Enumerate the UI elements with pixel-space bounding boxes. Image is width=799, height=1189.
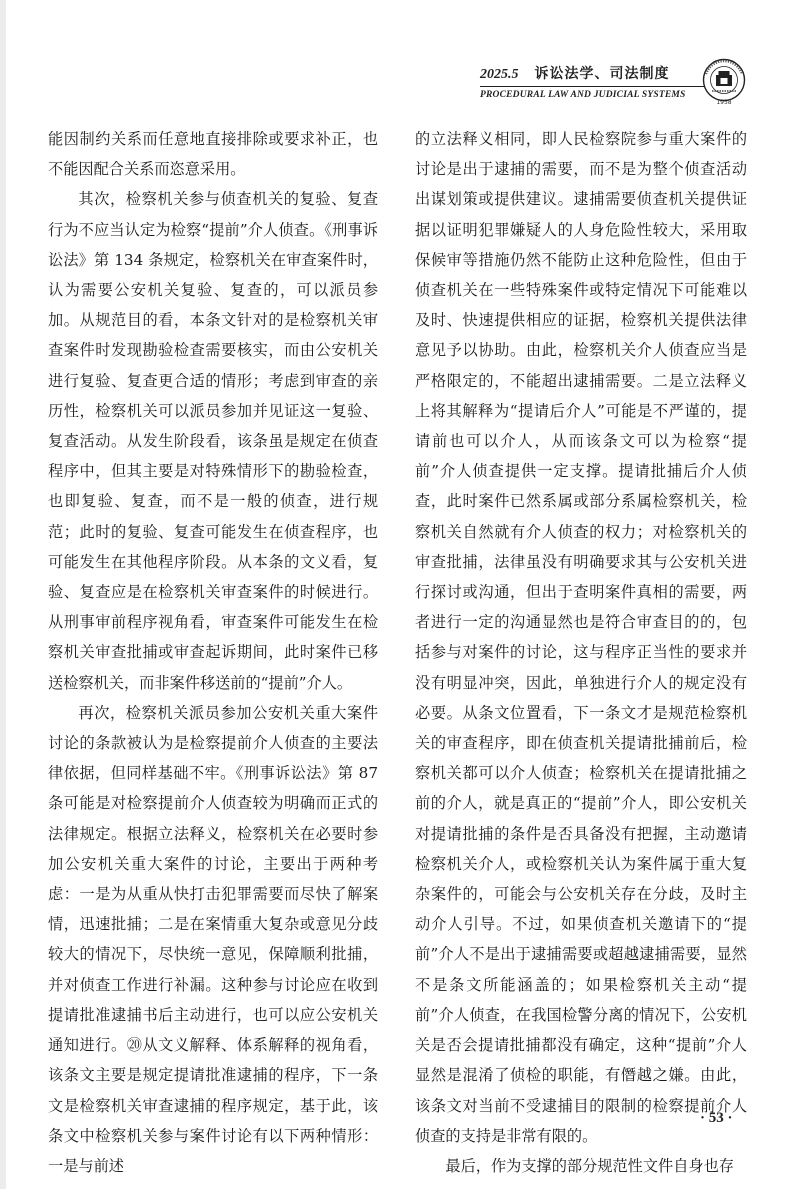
left-column <box>48 124 378 1181</box>
running-header <box>480 65 705 102</box>
body-paragraph: 再次，检察机关派员参加公安机关重大案件讨论的条款被认为是检察提前介人侦查的主要法律依据，但同样基础不牢。《刑事诉讼法》第 87 条可能是对检察提前介人侦查较为明确而正式的法律规定。根据立法释义，检察机关在必要时参加公安机关重大案件的讨论，主要出于两种考虑：一是为从重从快打击犯罪需要而尽快了解案情，迅速批捕；二是在案情重大复杂或意见分歧较大的情况下，尽快统一意见，保障顺利批捕，并对侦查工作进行补漏。这种参与讨论应在收到提请批准逮捕书后主动进行，也可以应公安机关通知进行。⑳从文义解释、体系解释的视角看，该条文主要是规定提请批准逮捕的程序，下一条文是检察机关审查逮捕的程序规定，基于此，该条文中检察机关参与案件讨论有以下两种情形：一是与前述 <box>48 703 378 1175</box>
journal-english-name: PROCEDURAL LAW AND JUDICIAL SYSTEMS <box>480 90 686 100</box>
page-number: · 53 · <box>700 1110 733 1126</box>
header-rule <box>480 86 705 87</box>
header-title-line <box>480 65 705 84</box>
section-title: 诉讼法学、司法制度 <box>534 66 670 82</box>
body-paragraph: 最后，作为支撑的部分规范性文件自身也存 <box>445 1156 734 1175</box>
right-column <box>415 124 747 1181</box>
body-paragraph: 其次，检察机关参与侦查机关的复验、复查行为不应当认定为检察“提前”介人侦查。《刑事诉讼法》第 134 条规定，检察机关在审查案件时，认为需要公安机关复验、复查的，可以派员参加。从规范目的看，本条文针对的是检察机关审查案件时发现勘验检查需要核实，而由公安机关进行复验、复查更合适的情形；考虑到审查的亲历性，检察机关可以派员参加并见证这一复验、复查活动。从发生阶段看，该条虽是规定在侦查程序中，但其主要是对特殊情形下的勘验检查，也即复验、复查，而不是一般的侦查，进行规范；此时的复验、复查可能发生在侦查程序，也可能发生在其他程序阶段。从本条的文义看，复验、复查应是在检察机关审查案件的时候进行。从刑事审前程序视角看，审查案件可能发生在检察机关审查批捕或审查起诉期间，此时案件已移送检察机关，而非案件移送前的“提前”介人。 <box>48 190 378 692</box>
body-paragraph: 的立法释义相同，即人民检察院参与重大案件的讨论是出于逮捕的需要，而不是为整个侦查活动出谋划策或提供建议。逮捕需要侦查机关提供证据以证明犯罪嫌疑人的人身危险性较大，采用取保候审等措施仍然不能防止这种危险性，但由于侦查机关在一些特殊案件或特定情况下可能难以及时、快速提供相应的证据，检察机关提供法律意见予以协助。由此，检察机关介人侦查应当是严格限定的，不能超出逮捕需要。二是立法释义上将其解释为“提请后介人”可能是不严谨的，提请前也可以介人，从而该条文可以为检察“提前”介人侦查提供一定支撑。提请批捕后介人侦查，此时案件已然系属或部分系属检察机关，检察机关自然就有介人侦查的权力；对检察机关的审查批捕，法律虽没有明确要求其与公安机关进行探讨或沟通，但出于查明案件真相的需要，两者进行一定的沟通显然也是符合审查目的的，包括参与对案件的讨论，这与程序正当性的要求并没有明显冲突，因此，单独进行介人的规定没有必要。从条文位置看，下一条文才是规范检察机关的审查程序，即在侦查机关提请批捕前后，检察机关都可以介人侦查；检察机关在提请批捕之前的介人，就是真正的“提前”介人，即公安机关对提请批捕的条件是否具备没有把握，主动邀请检察机关介人，或检察机关认为案件属于重大复杂案件的，可能会与公安机关存在分歧，及时主动介人引导。不过，如果侦查机关邀请下的“提前”介人不是出于逮捕需要或超越逮捕需要，显然不是条文所能涵盖的；如果检察机关主动“提前”介人侦查，在我国检警分离的情况下，公安机关是否会提请批捕都没有确定，这种“提前”介人显然是混淆了侦检的职能，有僭越之嫌。由此，该条文对当前不受逮捕目的限制的检察提前介人侦查的支持是非常有限的。 <box>415 130 747 1145</box>
logo-year: 1958 <box>716 99 732 106</box>
body-paragraph: 能因制约关系而任意地直接排除或要求补正，也不能因配合关系而恣意采用。 <box>48 130 378 179</box>
issue-number: 2025.5 <box>480 67 519 82</box>
institution-seal-icon <box>702 58 746 102</box>
